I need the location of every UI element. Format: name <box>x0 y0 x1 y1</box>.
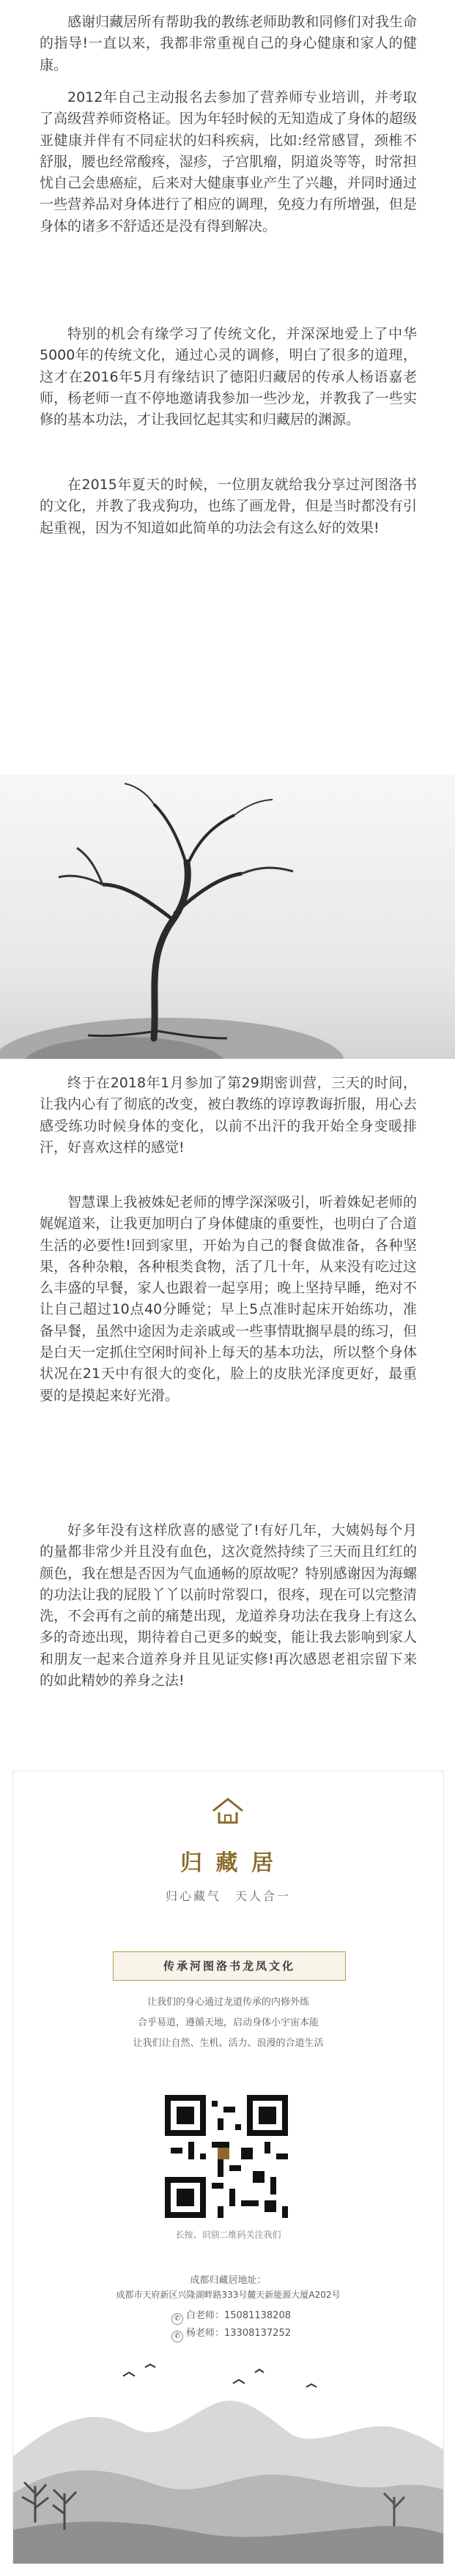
contact-bai[interactable] <box>171 2307 291 2325</box>
phone-icon: ✆ <box>171 2331 183 2342</box>
banner-title: 传承河图洛书龙凤文化 <box>163 1959 295 1973</box>
phone-icon: ✆ <box>171 2313 183 2325</box>
tree-illustration <box>0 775 455 1059</box>
brand-slogan: 归心藏气 天人合一 <box>165 1889 291 1903</box>
contact-bai-text: 白老师：15081138208 <box>186 2310 291 2321</box>
paragraph-thanks: 感谢归藏居所有帮助我的教练老师助教和同修们对我生命的指导!一直以来，我都非常重视自己的身心健康和家人的健康。 <box>40 14 417 73</box>
qr-code-icon <box>165 2095 288 2218</box>
contact-yang[interactable] <box>171 2325 291 2342</box>
paragraph-nutritionist: 2012年自己主动报名去参加了营养师专业培训，并考取了高级营养师资格证。因为年轻时候的无知造成了身体的超级亚健康并伴有不同症状的妇科疾病，比如:经常感冒，颈椎不舒服，腰也经常酸疼，湿疹，子宫肌瘤，阴道炎等等，时常担忧自己会患癌症，后来对大健康事业产生了兴趣，并同时通过一些营养品对身体进行了相应的调理，免疫力有所增强，但是身体的诸多不舒适还是没有得到解决。 <box>40 89 417 234</box>
tree-landscape-image <box>0 775 455 1059</box>
contact-yang-text: 杨老师：13308137252 <box>186 2328 291 2339</box>
address-title: 成都归藏居地址： <box>190 2275 267 2286</box>
intro-line-2: 合乎易道，遵循天地，启动身体小宇宙本能 <box>137 2017 319 2028</box>
ink-mountain-illustration <box>13 2347 443 2564</box>
paragraph-traditional-culture: 特别的机会有缘学习了传统文化，并深深地爱上了中华5000年的传统文化，通过心灵的调修，明白了很多的道理，这才在2016年5月有缘结识了德阳归藏居的传承人杨语嘉老师，杨老师一直不停地邀请我参加一些沙龙，并教我了一些实修的基本功法，才让我回忆起其实和归藏居的渊源。 <box>40 326 417 428</box>
qr-code[interactable] <box>165 2095 288 2218</box>
paragraph-2015-summer: 在2015年夏天的时候，一位朋友就给我分享过河图洛书的文化，并教了我戎狗功，也练了画龙骨，但是当时都没有引起重视，因为不知道如此简单的功法会有这么好的效果! <box>40 477 417 536</box>
address-line: 成都市天府新区兴隆湖畔路333号麓天新能源大厦A202号 <box>116 2290 341 2300</box>
paragraph-joy: 好多年没有这样欣喜的感觉了!有好几年，大姨妈每个月的量都非常少并且没有血色，这次竟然持续了三天而且红红的颜色，我在想是否因为气血通畅的原故呢？特别感谢因为海螺的功法让我的屁股丫丫以前时常裂口，很疼，现在可以完整清洗，不会再有之前的痛楚出现，龙道养身功法在我身上有这么多的奇迹出现，期待着自己更多的蜕变，能让我去影响到家人和朋友一起来合道养身并且见证实修!再次感恩老祖宗留下来的如此精妙的养身之法! <box>40 1522 417 1689</box>
intro-line-3: 让我们让自然、生机、活力、浪漫的合道生活 <box>133 2038 324 2049</box>
brand-name: 归 藏 居 <box>180 1850 276 1876</box>
brand-card <box>12 1771 444 2564</box>
paragraph-wisdom-class: 智慧课上我被姝妃老师的博学深深吸引，听着姝妃老师的娓娓道来，让我更加明白了身体健康的重要性，也明白了合道生活的必要性!回到家里，开始为自己的餐食做准备，各种坚果，各种杂粮，各种根类食物，活了几十年，从来没有吃过这么丰盛的早餐，家人也跟着一起享用；晚上坚持早睡，绝对不让自己超过10点40分睡觉；早上5点准时起床开始练功，准备早餐，虽然中途因为走亲戚或一些事情耽搁早晨的练习，但是白天一定抓住空闲时间补上每天的基本功法，所以整个身体状况在21天中有很大的变化，脸上的皮肤光泽度更好，最重要的是摸起来好光滑。 <box>40 1194 417 1404</box>
paragraph-secret-camp: 终于在2018年1月参加了第29期密训营，三天的时间，让我内心有了彻底的改变，被白教练的谆谆教诲折服，用心去感受练功时候身体的变化，以前不出汗的我开始全身变暖排汗，好喜欢这样的感觉! <box>40 1075 417 1155</box>
qr-caption: 长按、识别二维码关注我们 <box>175 2230 281 2240</box>
intro-line-1: 让我们的身心通过龙道传承的内修外练 <box>147 1997 309 2008</box>
title-banner <box>113 1951 346 1981</box>
brand-logo-icon <box>212 1796 244 1825</box>
